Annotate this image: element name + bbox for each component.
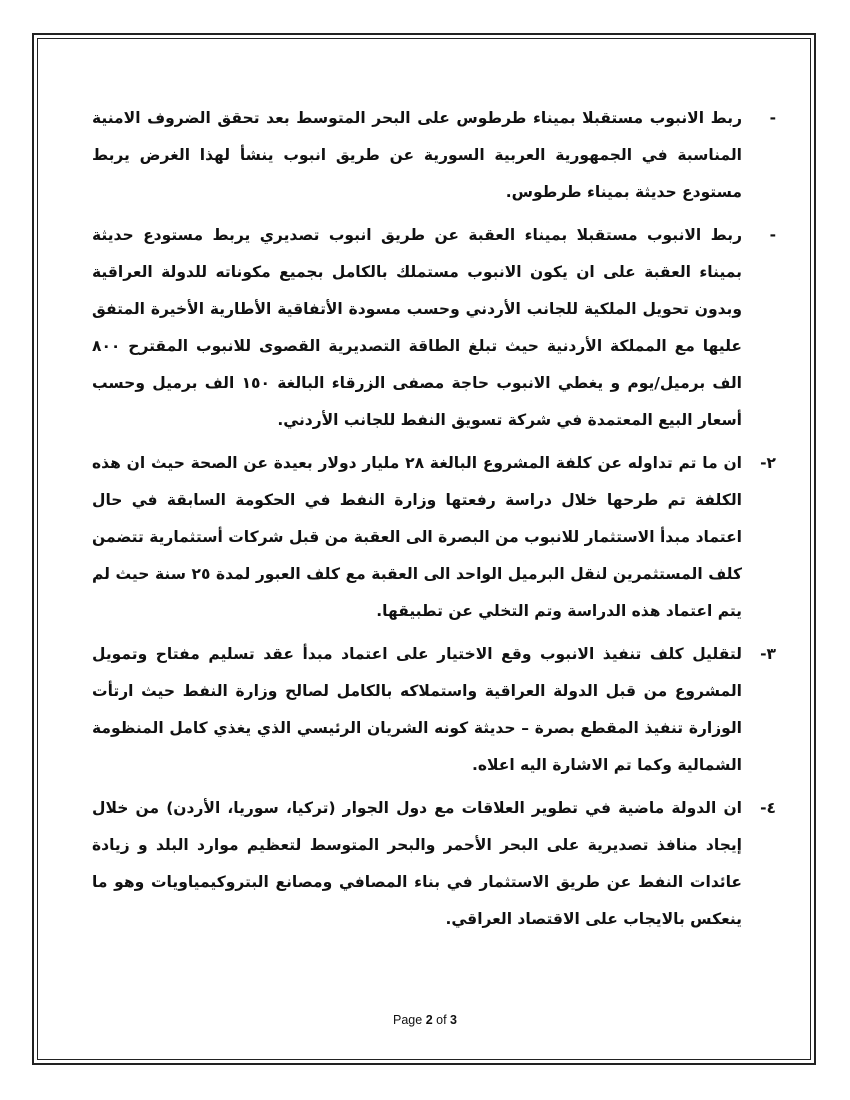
page-number-total: 3 bbox=[450, 1013, 457, 1027]
list-item-text: لتقليل كلف تنفيذ الانبوب وقع الاختيار على اعتماد مبدأ عقد تسليم مفتاح وتمويل المشروع من قبل الدولة العراقية واستملاكه بالكامل لصالح وزارة النفط حيث ارتأت الوزارة تنفيذ المقطع بصرة – حديثة كونه الشريان الرئيسي الذي يغذي كامل المنظومة الشمالية وكما تم الاشارة اليه اعلاه. bbox=[92, 645, 742, 774]
list-item bbox=[92, 217, 778, 439]
list-item bbox=[92, 790, 778, 938]
list-item-marker: - bbox=[769, 226, 776, 244]
list-item-text: ان الدولة ماضية في تطوير العلاقات مع دول الجوار (تركيا، سوريا، الأردن) من خلال إيجاد منافذ تصديرية على البحر الأحمر والبحر المتوسط لتعظيم موارد البلد و زيادة عائدات النفط عن طريق الاستثمار في بناء المصافي ومصانع البتروكيمياويات وهو ما ينعكس بالايجاب على الاقتصاد العراقي. bbox=[92, 799, 742, 928]
list-item bbox=[92, 445, 778, 630]
list-item-text: ربط الانبوب مستقبلا بميناء العقبة عن طريق انبوب تصديري يربط مستودع حديثة بميناء العقبة على ان يكون الانبوب مستملك بالكامل بجميع مكوناته للدولة العراقية وبدون تحويل الملكية للجانب الأردني وحسب مسودة الأتفاقية الأطارية الأخيرة المتفق عليها مع المملكة الأردنية حيث تبلغ الطاقة التصديرية القصوى للانبوب المقترح ٨٠٠ الف برميل/يوم و يغطي الانبوب حاجة مصفى الزرقاء البالغة ١٥٠ الف برميل وحسب أسعار البيع المعتمدة في شركة تسويق النفط للجانب الأردني. bbox=[92, 226, 742, 429]
list-item-text: ان ما تم تداوله عن كلفة المشروع البالغة ٢٨ مليار دولار بعيدة عن الصحة حيث ان هذه الكلفة تم طرحها خلال دراسة رفعتها وزارة النفط في الحكومة السابقة في حال اعتماد مبدأ الاستثمار للانبوب من البصرة الى العقبة من قبل شركات أستثمارية تتضمن كلف المستثمرين لنقل البرميل الواحد الى العقبة مع كلف العبور لمدة ٢٥ سنة حيث لم يتم اعتماد هذه الدراسة وتم التخلي عن تطبيقها. bbox=[92, 454, 742, 620]
list-item-marker: - bbox=[769, 109, 776, 127]
list-item-text: ربط الانبوب مستقبلا بميناء طرطوس على البحر المتوسط بعد تحقق الضروف الامنية المناسبة في الجمهورية العربية السورية عن طريق انبوب ينشأ لهذا الغرض يربط مستودع حديثة بميناء طرطوس. bbox=[92, 109, 742, 201]
list-item-marker: ٤- bbox=[760, 799, 776, 817]
list-item-marker: ٢- bbox=[760, 454, 776, 472]
list-item bbox=[92, 636, 778, 784]
page-number-current: 2 bbox=[425, 1013, 433, 1027]
page-number-prefix: Page bbox=[393, 1013, 426, 1027]
list-item bbox=[92, 100, 778, 211]
page-number-middle: of bbox=[432, 1013, 451, 1027]
document-body bbox=[92, 100, 778, 944]
page-footer bbox=[0, 1013, 850, 1027]
list-item-marker: ٣- bbox=[760, 645, 776, 663]
